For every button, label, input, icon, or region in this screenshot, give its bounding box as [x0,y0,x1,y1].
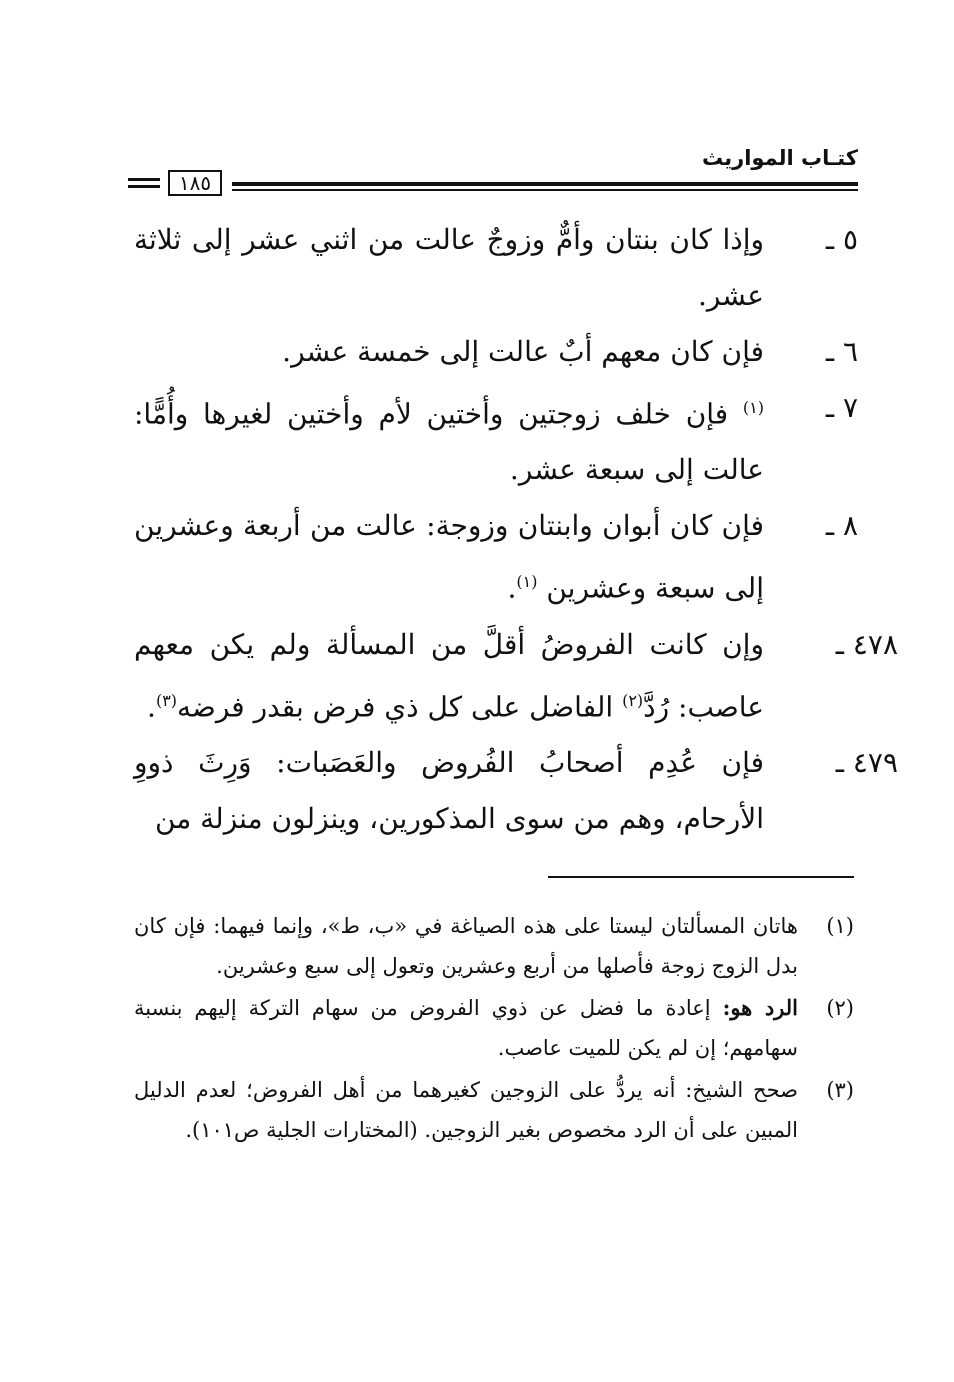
paragraph-text: فإن عُدِم أصحابُ الفُروض والعَصَبات: وَرِثَ ذووِ الأرحام، وهم من سوى المذكورين، وينزلون منزلة من [134,745,764,835]
paragraph-478 [134,617,898,735]
paragraph-479 [134,735,898,847]
item-number: ٨ ـ [825,509,858,543]
item-number: ٥ ـ [825,223,858,256]
footnote-term: الرد هو: [722,995,798,1020]
footnote-ref[interactable]: (١) [742,398,764,417]
item-text: فإن خلف زوجتين وأختين لأم وأختين لغيرها وأُمًّا: عالت إلى سبعة عشر. [134,397,764,487]
footnote [134,1070,854,1150]
footnote-ref[interactable]: (٣) [155,690,178,710]
paragraph-number: ٤٧٩ ـ [835,745,898,779]
header-rule-thin [232,189,858,191]
paragraph-text: الفاضل على كل ذي فرض بقدر فرضه [177,689,614,723]
item-number: ٧ ـ [825,391,858,424]
paragraph-text: وإن كانت الفروضُ أقلَّ من المسألة ولم يكن معهم عاصب: رُدَّ [134,627,764,723]
paragraph-end: . [147,689,156,723]
item-text: فإن كان معهم أبٌ عالت إلى خمسة عشر. [282,335,764,368]
footnote [134,988,854,1068]
header-rule-thick [232,182,858,186]
footnote-text: هاتان المسألتان ليستا على هذه الصياغة في «ب، ط»، وإنما فيهما: فإن كان بدل الزوج زوجة فأصلها من أربع وعشرين وتعول إلى سبع وعشرين. [134,914,798,978]
footnote-number: (٣) [826,1078,854,1102]
footnote-ref[interactable]: (٢) [622,690,644,710]
list-item [134,324,858,380]
footnote-text: إعادة ما فضل عن ذوي الفروض من سهام التركة إليهم بنسبة سهامهم؛ إن لم يكن للميت عاصب. [134,996,798,1060]
list-item [134,380,858,498]
footnote-separator [548,876,854,878]
footnote [134,906,854,986]
page-number-rule-top [128,178,160,181]
page-number: ١٨٥ [168,170,222,196]
item-text: فإن كان أبوان وابنتان وزوجة: عالت من أربعة وعشرين إلى سبعة وعشرين [134,509,764,605]
item-end: . [507,571,517,605]
footnote-number: (١) [826,914,854,938]
main-text [134,212,898,847]
item-number: ٦ ـ [825,335,858,368]
footnotes [134,906,854,1152]
item-text: وإذا كان بنتان وأمٌّ وزوجٌ عالت من اثني عشر إلى ثلاثة عشر. [134,223,764,312]
footnote-text: صحح الشيخ: أنه يردُّ على الزوجين كغيرهما من أهل الفروض؛ لعدم الدليل المبين على أن الرد مخصوص بغير الزوجين. (المختارات الجلية ص١٠١). [134,1078,798,1142]
footnote-number: (٢) [826,996,854,1020]
running-header-title: كتـاب المواريث [702,146,858,170]
list-item [134,498,858,616]
footnote-ref[interactable]: (١) [516,572,538,592]
paragraph-number: ٤٧٨ ـ [835,627,898,661]
page-number-rule-bottom [128,185,160,188]
list-item [134,212,858,324]
